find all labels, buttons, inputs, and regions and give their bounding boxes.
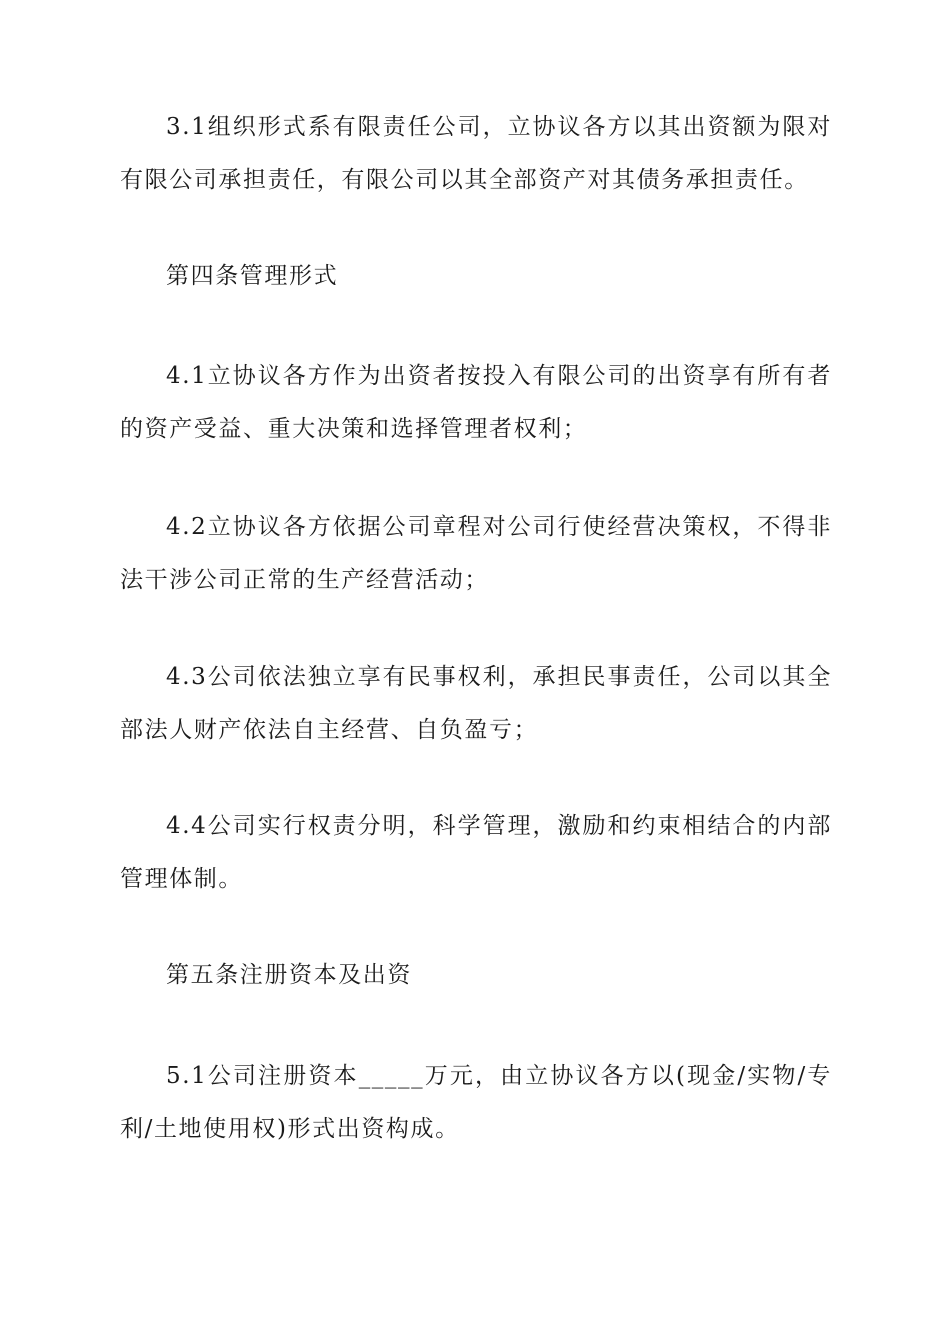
clause-3-1: 3.1组织形式系有限责任公司，立协议各方以其出资额为限对有限公司承担责任，有限公司以其全部资产对其债务承担责任。 <box>120 114 832 193</box>
article-5-heading: 第五条注册资本及出资 <box>166 962 412 988</box>
clause-4-1: 4.1立协议各方作为出资者按投入有限公司的出资享有所有者的资产受益、重大决策和选择管理者权利； <box>120 363 832 442</box>
clause-4-2: 4.2立协议各方依据公司章程对公司行使经营决策权，不得非法干涉公司正常的生产经营活动； <box>120 514 832 593</box>
clause-5-1: 5.1公司注册资本_____万元，由立协议各方以(现金/实物/专利/土地使用权)形式出资构成。 <box>120 1063 832 1142</box>
clause-4-3: 4.3公司依法独立享有民事权利，承担民事责任，公司以其全部法人财产依法自主经营、自负盈亏； <box>120 664 832 743</box>
clause-4-4: 4.4公司实行权责分明，科学管理，激励和约束相结合的内部管理体制。 <box>120 813 832 892</box>
article-4-heading: 第四条管理形式 <box>166 263 339 289</box>
